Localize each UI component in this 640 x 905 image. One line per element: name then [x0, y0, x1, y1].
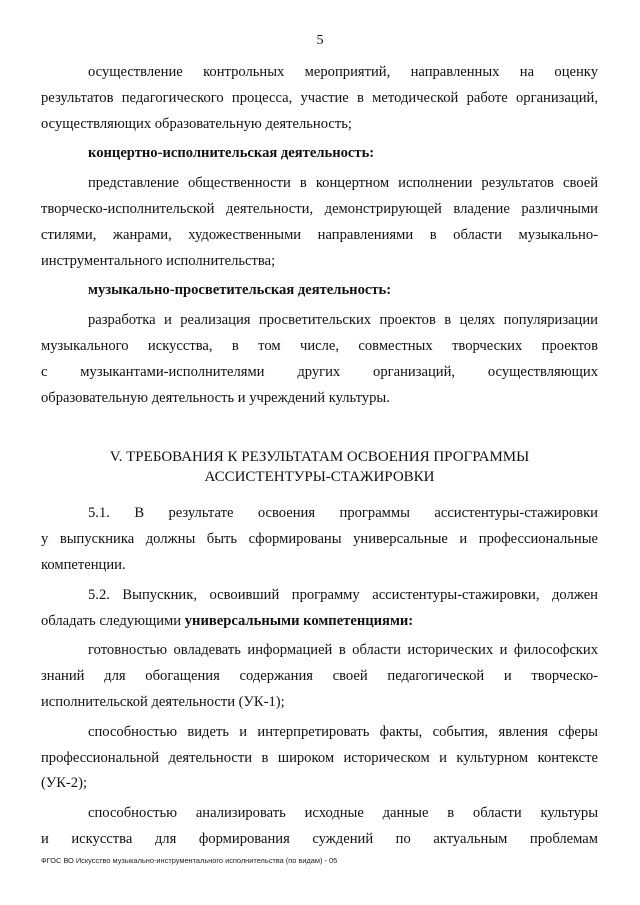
paragraph-uk-3: [41, 801, 598, 853]
text-line: профессиональной деятельности в широком историческом и культурном контексте: [41, 749, 598, 766]
text-line: у выпускника должны быть сформированы универсальные и профессиональные: [41, 531, 598, 548]
text-line: осуществляющих образовательную деятельность;: [41, 115, 352, 132]
paragraph-concert-activity: [41, 171, 598, 274]
text-line: 5.2. Выпускник, освоивший программу ассистентуры-стажировки, должен: [88, 586, 598, 603]
text-line: способностью анализировать исходные данные в области культуры: [88, 805, 598, 822]
paragraph-uk-2: [41, 720, 598, 797]
heading-educational-activity: музыкально-просветительская деятельность:: [88, 282, 392, 299]
paragraph-5-2: [41, 583, 598, 635]
text-line: разработка и реализация просветительских проектов в целях популяризации: [88, 312, 598, 329]
section-heading-line: V. ТРЕБОВАНИЯ К РЕЗУЛЬТАТАМ ОСВОЕНИЯ ПРОГРАММЫ: [109, 449, 530, 466]
text-line: компетенции.: [41, 556, 126, 573]
text-line: представление общественности в концертном исполнении результатов своей: [88, 175, 598, 192]
section-heading-line: АССИСТЕНТУРЫ-СТАЖИРОВКИ: [204, 469, 435, 486]
paragraph-5-1: [41, 501, 598, 578]
footer-document-code: ФГОС ВО Искусство музыкально-инструментального исполнительства (по видам) - 05: [41, 856, 338, 865]
universal-competencies-label: универсальными компетенциями:: [184, 612, 414, 629]
section-heading: [41, 447, 598, 487]
paragraph-uk-1: [41, 638, 598, 715]
text-line: способностью видеть и интерпретировать факты, события, явления сферы: [88, 723, 598, 740]
heading-concert-activity: концертно-исполнительская деятельность:: [88, 145, 375, 162]
text-line: осуществление контрольных мероприятий, направленных на оценку: [88, 64, 598, 80]
text-line: знаний для обогащения содержания своей педагогической и творческо-: [41, 668, 598, 685]
text-line: инструментального исполнительства;: [41, 252, 276, 269]
text-line: и искусства для формирования суждений по актуальным проблемам: [41, 830, 598, 847]
text-fragment: обладать следующими: [41, 612, 185, 629]
paragraph-educational-activity: [41, 308, 598, 411]
text-line: творческо-исполнительской деятельности, демонстрирующей владение различными: [41, 200, 598, 217]
text-line: образовательную деятельность и учреждений культуры.: [41, 389, 390, 406]
text-line: исполнительской деятельности (УК-1);: [41, 693, 285, 710]
text-line: (УК-2);: [41, 775, 87, 792]
document-body: [41, 60, 598, 853]
text-line: стилями, жанрами, художественными направлениями в области музыкально-: [41, 226, 598, 243]
text-line: [41, 609, 598, 635]
text-line: результатов педагогического процесса, участие в методической работе организаций,: [41, 89, 598, 106]
text-line: 5.1. В результате освоения программы ассистентуры-стажировки: [88, 505, 598, 522]
text-line: с музыкантами-исполнителями других организаций, осуществляющих: [41, 363, 598, 380]
text-line: готовностью овладевать информацией в области исторических и философских: [88, 642, 598, 659]
paragraph-control-activities: [41, 60, 598, 137]
text-line: музыкального искусства, в том числе, совместных творческих проектов: [41, 337, 598, 354]
page-number: 5: [316, 33, 324, 48]
